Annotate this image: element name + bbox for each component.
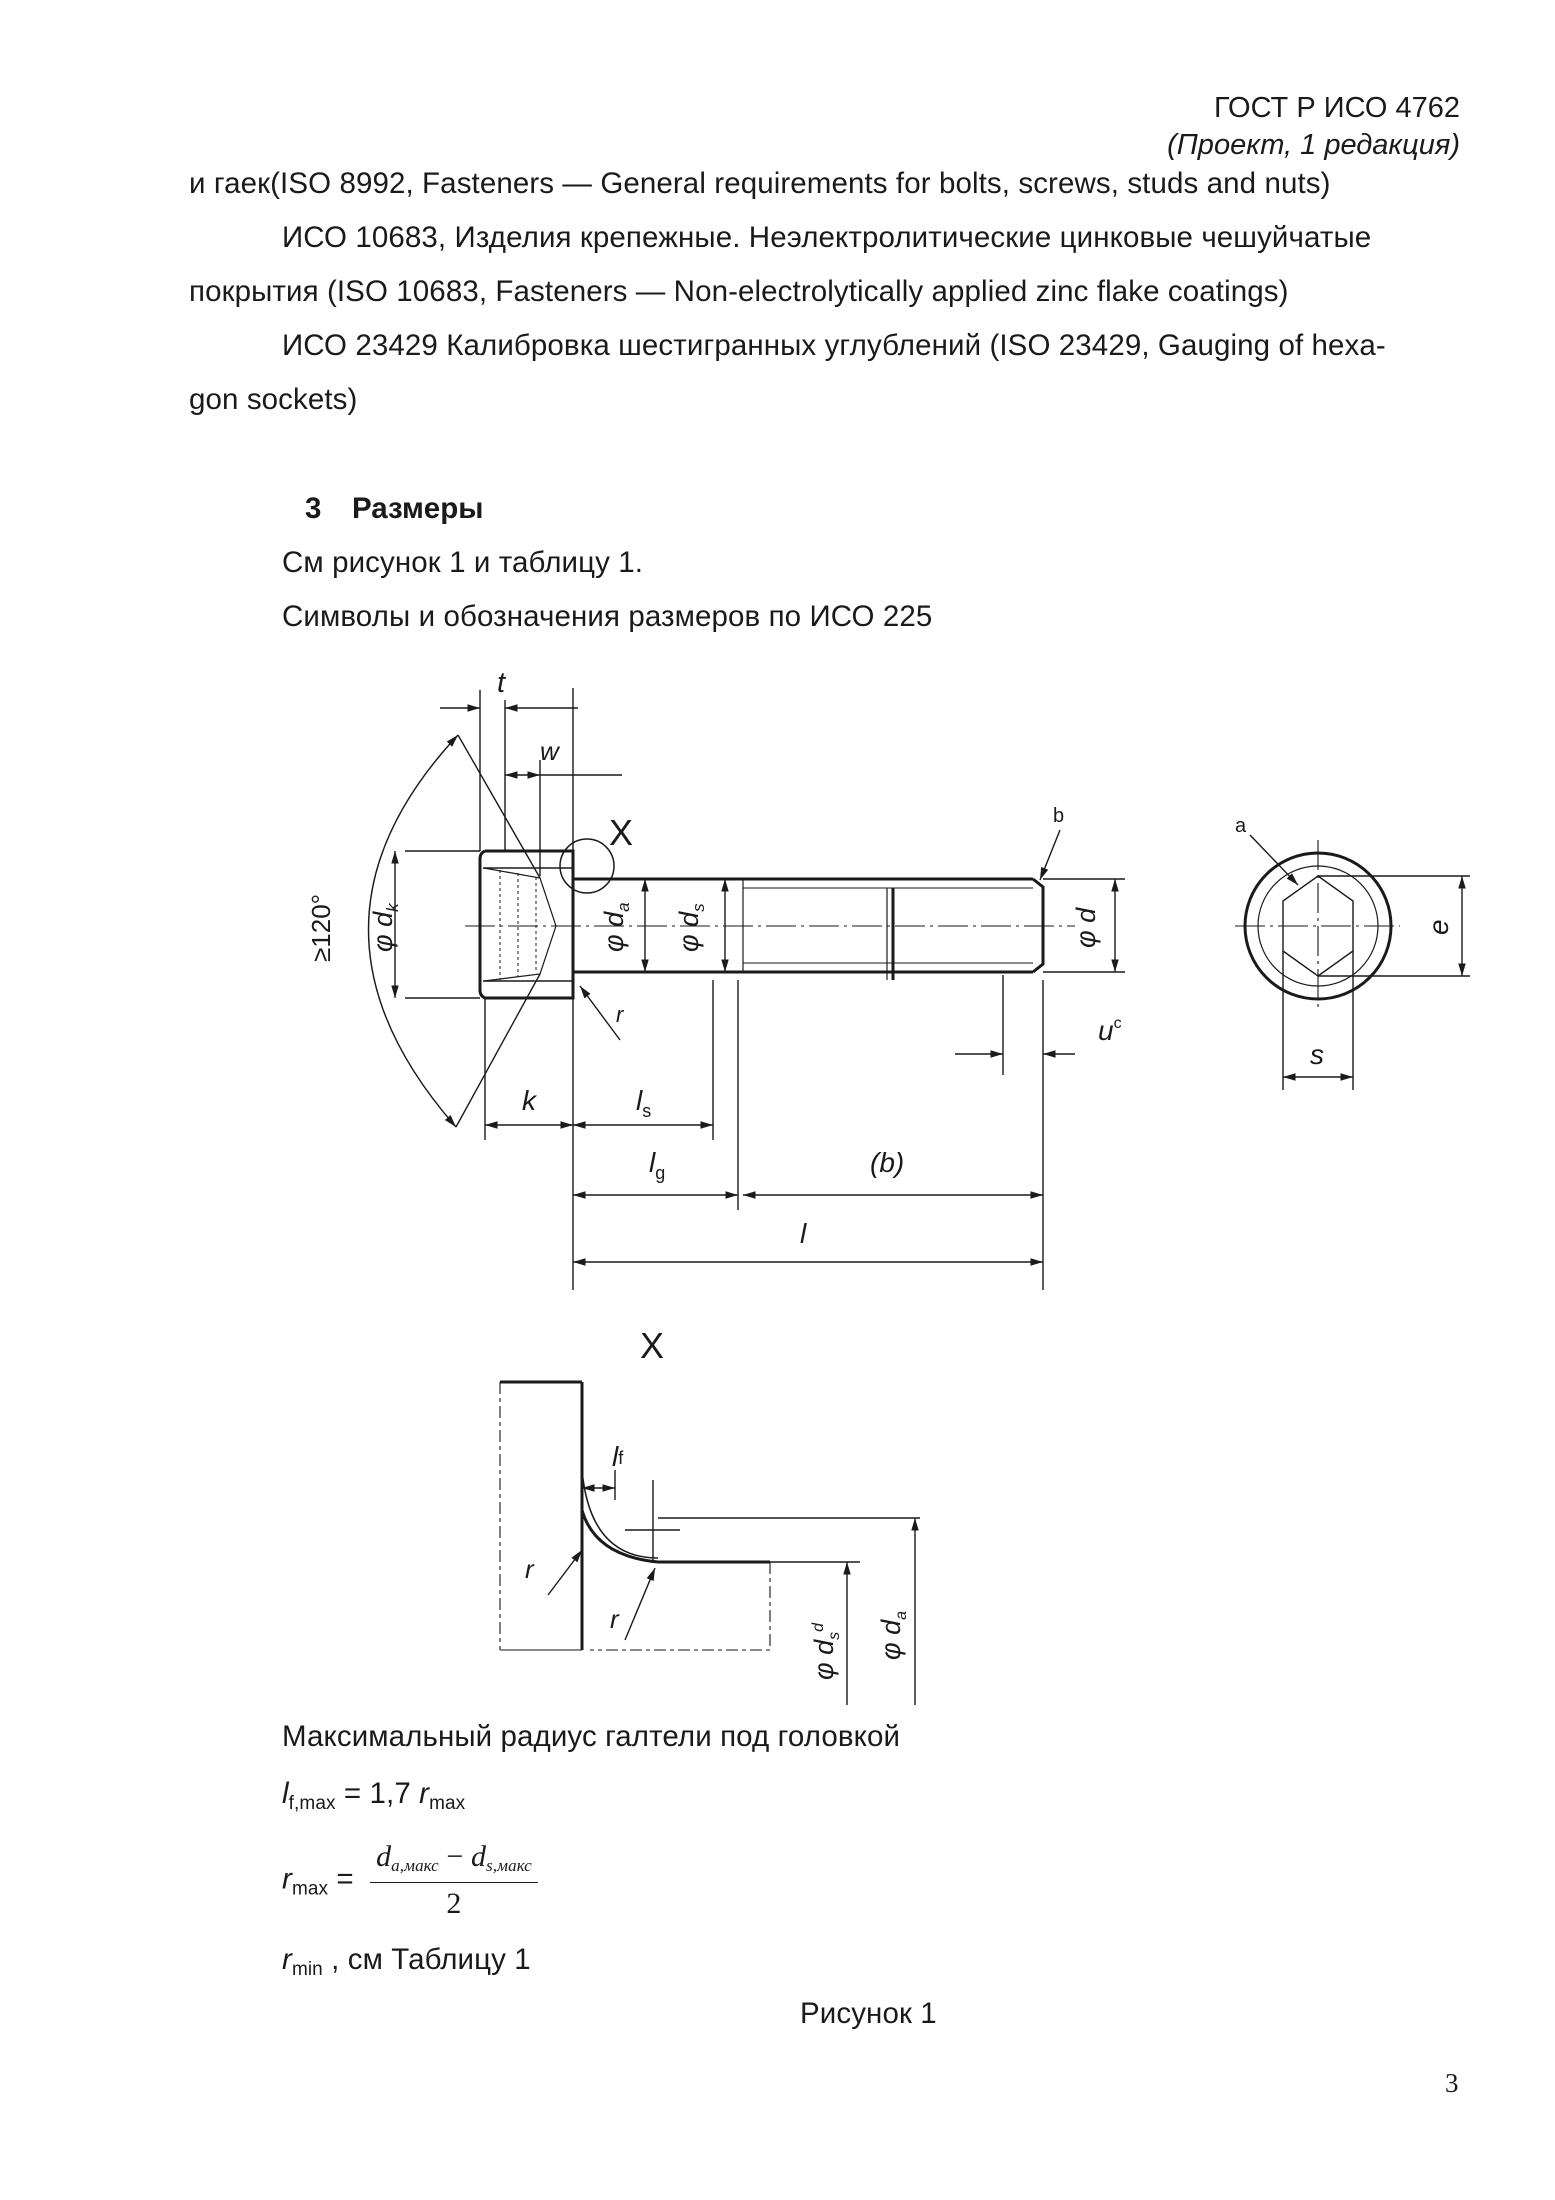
section-title: Размеры xyxy=(352,492,484,525)
label-lg-main: l xyxy=(649,1147,656,1178)
section-para-1: См рисунок 1 и таблицу 1. xyxy=(282,546,644,579)
num-d2: d xyxy=(470,1840,487,1873)
formula-fraction xyxy=(370,1840,538,1921)
label-ls-sub: s xyxy=(642,1101,652,1121)
label-s: s xyxy=(1310,1039,1324,1070)
label-t: t xyxy=(497,667,506,699)
label-lg-sub: g xyxy=(655,1163,666,1183)
num-sub1: a,макс xyxy=(391,1856,439,1875)
detail-r1: r xyxy=(525,1554,534,1584)
label-da-main: φ d xyxy=(599,911,629,952)
notes-title: Максимальный радиус галтели под головкой xyxy=(282,1720,901,1753)
formula-r-min xyxy=(282,1943,531,1981)
ref-iso10683-line2: покрытия (ISO 10683, Fasteners — Non-electrolytically applied zinc flake coatings) xyxy=(189,275,1289,308)
formula-lf-r: r xyxy=(419,1777,430,1810)
label-dk-sub: k xyxy=(383,903,402,912)
formula-lf-rsub: max xyxy=(429,1793,466,1814)
formula-rmin-symbol: r xyxy=(282,1943,292,1976)
label-d: φ d xyxy=(1071,907,1101,948)
formula-lf-symbol: l xyxy=(282,1777,289,1810)
label-k: k xyxy=(522,1085,536,1116)
label-e: e xyxy=(1423,919,1454,935)
ref-line-1: и гаек(ISO 8992, Fasteners — General requirements for bolts, screws, studs and nuts) xyxy=(189,167,1331,200)
section-para-2: Символы и обозначения размеров по ИСО 225 xyxy=(282,600,933,633)
label-b: (b) xyxy=(870,1147,905,1178)
edition-note: (Проект, 1 редакция) xyxy=(1167,129,1460,161)
detail-lf-main: l xyxy=(612,1441,619,1472)
detail-lf-sub: f xyxy=(618,1448,624,1468)
ref-iso10683-line1: ИСО 10683, Изделия крепежные. Неэлектролитические цинковые чешуйчатые xyxy=(282,221,1372,254)
formula-rmin-text: , см Таблицу 1 xyxy=(322,1943,531,1976)
ref-iso23429-line1: ИСО 23429 Калибровка шестигранных углублений (ISO 23429, Gauging of hexa- xyxy=(282,329,1386,362)
detail-title: X xyxy=(640,1325,665,1366)
detail-da-sub: a xyxy=(893,1610,910,1620)
detail-ds-sup: d xyxy=(810,1622,827,1632)
detail-r2: r xyxy=(610,1604,619,1634)
label-detail-x: X xyxy=(609,812,634,853)
label-u-main: u xyxy=(1098,1015,1114,1046)
fraction-numerator xyxy=(370,1840,538,1883)
formula-lf-rhs: = 1,7 xyxy=(335,1777,420,1810)
label-ds-main: φ d xyxy=(674,911,704,952)
label-angle: ≥120° xyxy=(306,893,336,962)
label-dk-main: φ d xyxy=(368,911,398,952)
formula-rmin-sub: min xyxy=(291,1959,323,1980)
num-sub2: s,макс xyxy=(486,1856,532,1875)
fraction-denominator: 2 xyxy=(446,1887,462,1920)
page-number: 3 xyxy=(1445,2068,1459,2098)
label-note-a: a xyxy=(1235,815,1247,837)
standard-designation: ГОСТ Р ИСО 4762 xyxy=(1213,92,1460,124)
detail-da xyxy=(876,1611,910,1660)
ref-iso23429-line2: gon sockets) xyxy=(189,383,358,416)
formula-r-max xyxy=(282,1840,538,1921)
section-number: 3 xyxy=(305,492,322,525)
label-r-head: r xyxy=(616,1002,624,1027)
label-ls-main: l xyxy=(636,1085,643,1116)
formula-rmax-symbol: r xyxy=(282,1862,292,1896)
detail-lf xyxy=(612,1441,624,1472)
num-d1: d xyxy=(376,1840,392,1873)
label-ds-sub: s xyxy=(689,903,708,912)
detail-ds-sub: s xyxy=(826,1631,843,1640)
detail-ds xyxy=(809,1622,843,1680)
figure-caption: Рисунок 1 xyxy=(800,1997,937,2030)
label-u-sup: c xyxy=(1113,1015,1122,1032)
detail-ds-main: φ d xyxy=(809,1639,839,1680)
label-l: l xyxy=(800,1218,807,1249)
label-w: w xyxy=(540,736,559,766)
detail-da-main: φ d xyxy=(876,1619,906,1660)
label-da-sub: a xyxy=(614,902,633,912)
formula-lf-max xyxy=(282,1777,465,1815)
formula-rmax-eq: = xyxy=(328,1862,354,1896)
num-minus: − xyxy=(438,1840,471,1873)
label-note-b: b xyxy=(1053,805,1065,827)
formula-rmax-sub: max xyxy=(291,1878,329,1900)
formula-lf-sub: f,max xyxy=(288,1793,336,1814)
